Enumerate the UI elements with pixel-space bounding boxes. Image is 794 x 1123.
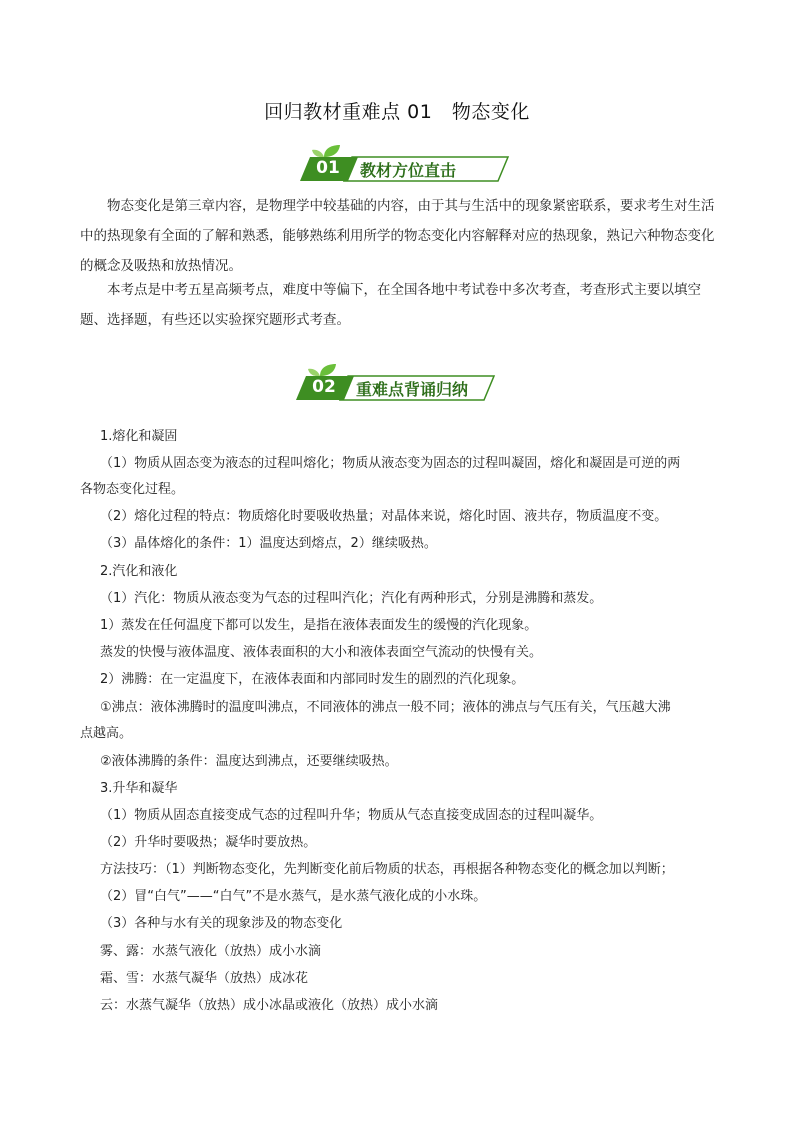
page-title: 回归教材重难点 01 物态变化 bbox=[264, 101, 530, 123]
text-line: （3）晶体熔化的条件：1）温度达到熔点，2）继续吸热。 bbox=[100, 536, 437, 551]
section-number: 01 bbox=[316, 158, 340, 178]
text-line: ①沸点：液体沸腾时的温度叫沸点，不同液体的沸点一般不同；液体的沸点与气压有关，气压越大沸 bbox=[100, 700, 671, 715]
section-number: 02 bbox=[312, 377, 336, 397]
text-line: 霜、雪：水蒸气凝华（放热）成冰花 bbox=[100, 971, 309, 986]
section-banner-2 bbox=[296, 362, 496, 406]
subsection-heading: 2.汽化和液化 bbox=[100, 564, 178, 579]
paragraph: 本考点是中考五星高频考点，难度中等偏下，在全国各地中考试卷中多次考查，考查形式主要以填空题、选择题，有些还以实验探究题形式考查。 bbox=[80, 282, 701, 328]
paragraph: 物态变化是第三章内容，是物理学中较基础的内容，由于其与生活中的现象紧密联系，要求考生对生活中的热现象有全面的了解和熟悉，能够熟练利用所学的物态变化内容解释对应的热现象，熟记六种物态变化的概念及吸热和放热情况。 bbox=[80, 198, 715, 274]
section-banner-1 bbox=[300, 143, 510, 187]
text-line: 1）蒸发在任何温度下都可以发生，是指在液体表面发生的缓慢的汽化现象。 bbox=[100, 618, 538, 633]
text-line: 方法技巧：（1）判断物态变化，先判断变化前后物质的状态，再根据各种物态变化的概念加以判断； bbox=[100, 862, 674, 877]
text-line: 2）沸腾：在一定温度下，在液体表面和内部同时发生的剧烈的汽化现象。 bbox=[100, 672, 525, 687]
text-line: （2）熔化过程的特点：物质熔化时要吸收热量；对晶体来说，熔化时固、液共存，物质温度不变。 bbox=[100, 509, 668, 524]
subsection-heading: 3.升华和凝华 bbox=[100, 781, 178, 796]
subsection-heading: 1.熔化和凝固 bbox=[100, 429, 178, 444]
leaf-small-icon bbox=[308, 369, 320, 376]
text-line: 点越高。 bbox=[80, 726, 133, 741]
section-title: 教材方位直击 bbox=[360, 161, 457, 180]
text-line: 雾、露：水蒸气液化（放热）成小水滴 bbox=[100, 944, 322, 959]
text-line: （1）物质从固态变为液态的过程叫熔化；物质从液态变为固态的过程叫凝固，熔化和凝固是可逆的两 bbox=[100, 456, 681, 471]
text-line: 云：水蒸气凝华（放热）成小冰晶或液化（放热）成小水滴 bbox=[100, 998, 439, 1013]
section-title: 重难点背诵归纳 bbox=[356, 380, 469, 399]
text-line: 蒸发的快慢与液体温度、液体表面积的大小和液体表面空气流动的快慢有关。 bbox=[100, 645, 543, 660]
text-line: （2）升华时要吸热；凝华时要放热。 bbox=[100, 835, 317, 850]
text-line: ②液体沸腾的条件：温度达到沸点，还要继续吸热。 bbox=[100, 754, 398, 769]
text-line: （1）汽化：物质从液态变为气态的过程叫汽化；汽化有两种形式，分别是沸腾和蒸发。 bbox=[100, 591, 603, 606]
text-line: （2）冒“白气”——“白气”不是水蒸气，是水蒸气液化成的小水珠。 bbox=[100, 889, 487, 904]
text-line: （1）物质从固态直接变成气态的过程叫升华；物质从气态直接变成固态的过程叫凝华。 bbox=[100, 808, 603, 823]
leaf-small-icon bbox=[312, 150, 324, 157]
text-line: 各物态变化过程。 bbox=[80, 482, 185, 497]
text-line: （3）各种与水有关的现象涉及的物态变化 bbox=[100, 916, 343, 931]
leaf-icon bbox=[324, 145, 340, 157]
leaf-icon bbox=[320, 364, 336, 376]
